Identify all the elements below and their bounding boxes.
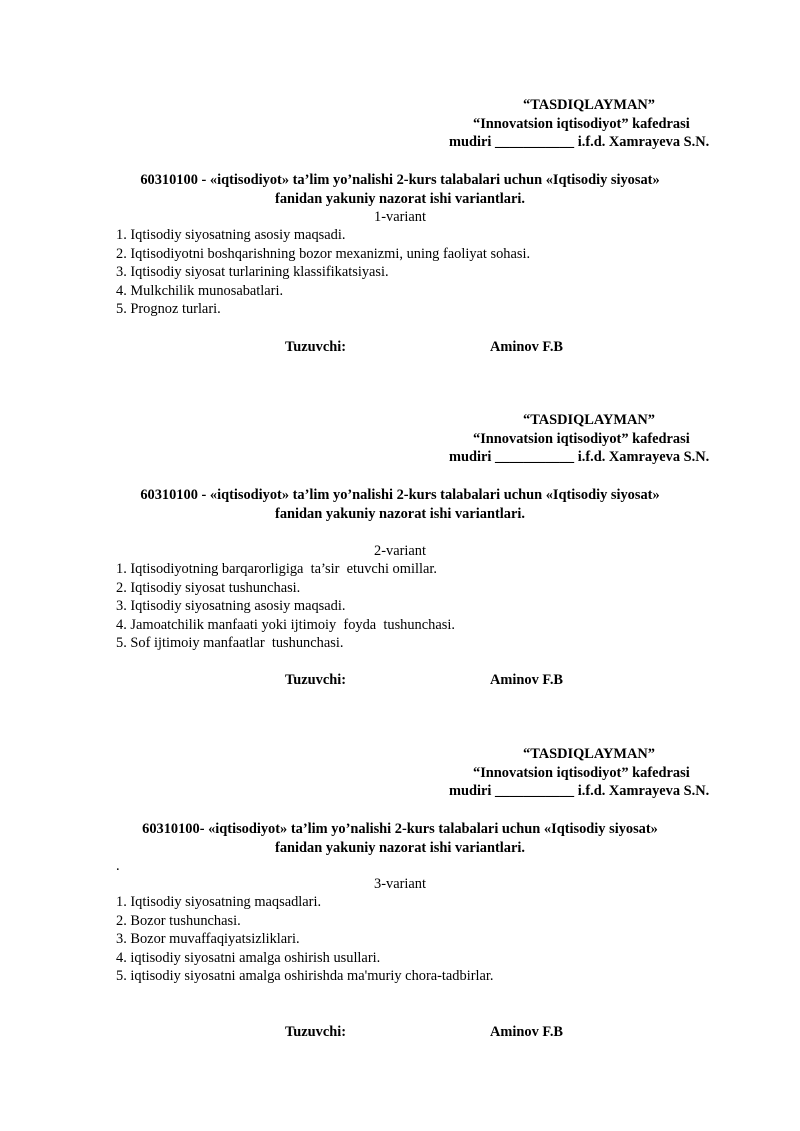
question-list-1 [116,226,530,319]
variant-label-3: 3-variant [374,876,426,892]
approval-head-signature: mudiri ___________ i.f.d. Xamrayeva S.N. [449,449,710,466]
variant-label-1: 1-variant [374,209,426,225]
variant-label-2: 2-variant [374,543,426,559]
signature-label: Tuzuvchi: [285,339,347,355]
signature-label: Tuzuvchi: [285,672,347,688]
list-item: 3. Iqtisodiy siyosatning asosiy maqsadi. [116,598,346,615]
heading-line-1: 60310100- «iqtisodiyot» ta’lim yo’nalishi 2-kurs talabalari uchun «Iqtisodiy siyosat» [142,821,658,837]
approval-title: “TASDIQLAYMAN” [523,746,655,762]
question-list-3 [116,893,493,986]
approval-department: “Innovatsion iqtisodiyot” kafedrasi [473,430,690,447]
list-item: 1. Iqtisodiy siyosatning maqsadlari. [116,894,322,910]
signature-name: Aminov F.B [490,672,564,688]
approval-department: “Innovatsion iqtisodiyot” kafedrasi [473,115,690,132]
list-item: 2. Bozor tushunchasi. [116,912,241,929]
stray-dot: . [116,858,120,874]
list-item: 5. Prognoz turlari. [116,301,221,318]
question-list-2 [116,560,455,653]
list-item: 1. Iqtisodiy siyosatning asosiy maqsadi. [116,227,346,243]
heading-line-2: fanidan yakuniy nazorat ishi variantlari. [275,505,525,522]
approval-department: “Innovatsion iqtisodiyot” kafedrasi [473,764,690,781]
list-item: 4. Jamoatchilik manfaati yoki ijtimoiy foyda tushunchasi. [116,616,455,633]
list-item: 3. Iqtisodiy siyosat turlarining klassifikatsiyasi. [116,264,389,281]
approval-head-signature: mudiri ___________ i.f.d. Xamrayeva S.N. [449,134,710,151]
list-item: 4. iqtisodiy siyosatni amalga oshirish usullari. [116,949,381,966]
signature-name: Aminov F.B [490,339,564,355]
heading-line-2: fanidan yakuniy nazorat ishi variantlari. [275,190,525,207]
approval-title: “TASDIQLAYMAN” [523,97,655,113]
list-item: 5. Sof ijtimoiy manfaatlar tushunchasi. [116,635,344,652]
list-item: 1. Iqtisodiyotning barqarorligiga ta’sir etuvchi omillar. [116,561,437,577]
approval-title: “TASDIQLAYMAN” [523,412,655,428]
signature-name: Aminov F.B [490,1024,564,1040]
list-item: 2. Iqtisodiyotni boshqarishning bozor mexanizmi, uning faoliyat sohasi. [116,245,531,262]
list-item: 2. Iqtisodiy siyosat tushunchasi. [116,579,301,596]
approval-head-signature: mudiri ___________ i.f.d. Xamrayeva S.N. [449,783,710,800]
list-item: 5. iqtisodiy siyosatni amalga oshirishda ma'muriy chora-tadbirlar. [116,968,494,985]
list-item: 4. Mulkchilik munosabatlari. [116,282,284,299]
heading-line-1: 60310100 - «iqtisodiyot» ta’lim yo’nalishi 2-kurs talabalari uchun «Iqtisodiy siyosat» [140,487,660,503]
heading-line-1: 60310100 - «iqtisodiyot» ta’lim yo’nalishi 2-kurs talabalari uchun «Iqtisodiy siyosat» [140,172,660,188]
heading-line-2: fanidan yakuniy nazorat ishi variantlari. [275,839,525,856]
signature-label: Tuzuvchi: [285,1024,347,1040]
list-item: 3. Bozor muvaffaqiyatsizliklari. [116,931,300,948]
